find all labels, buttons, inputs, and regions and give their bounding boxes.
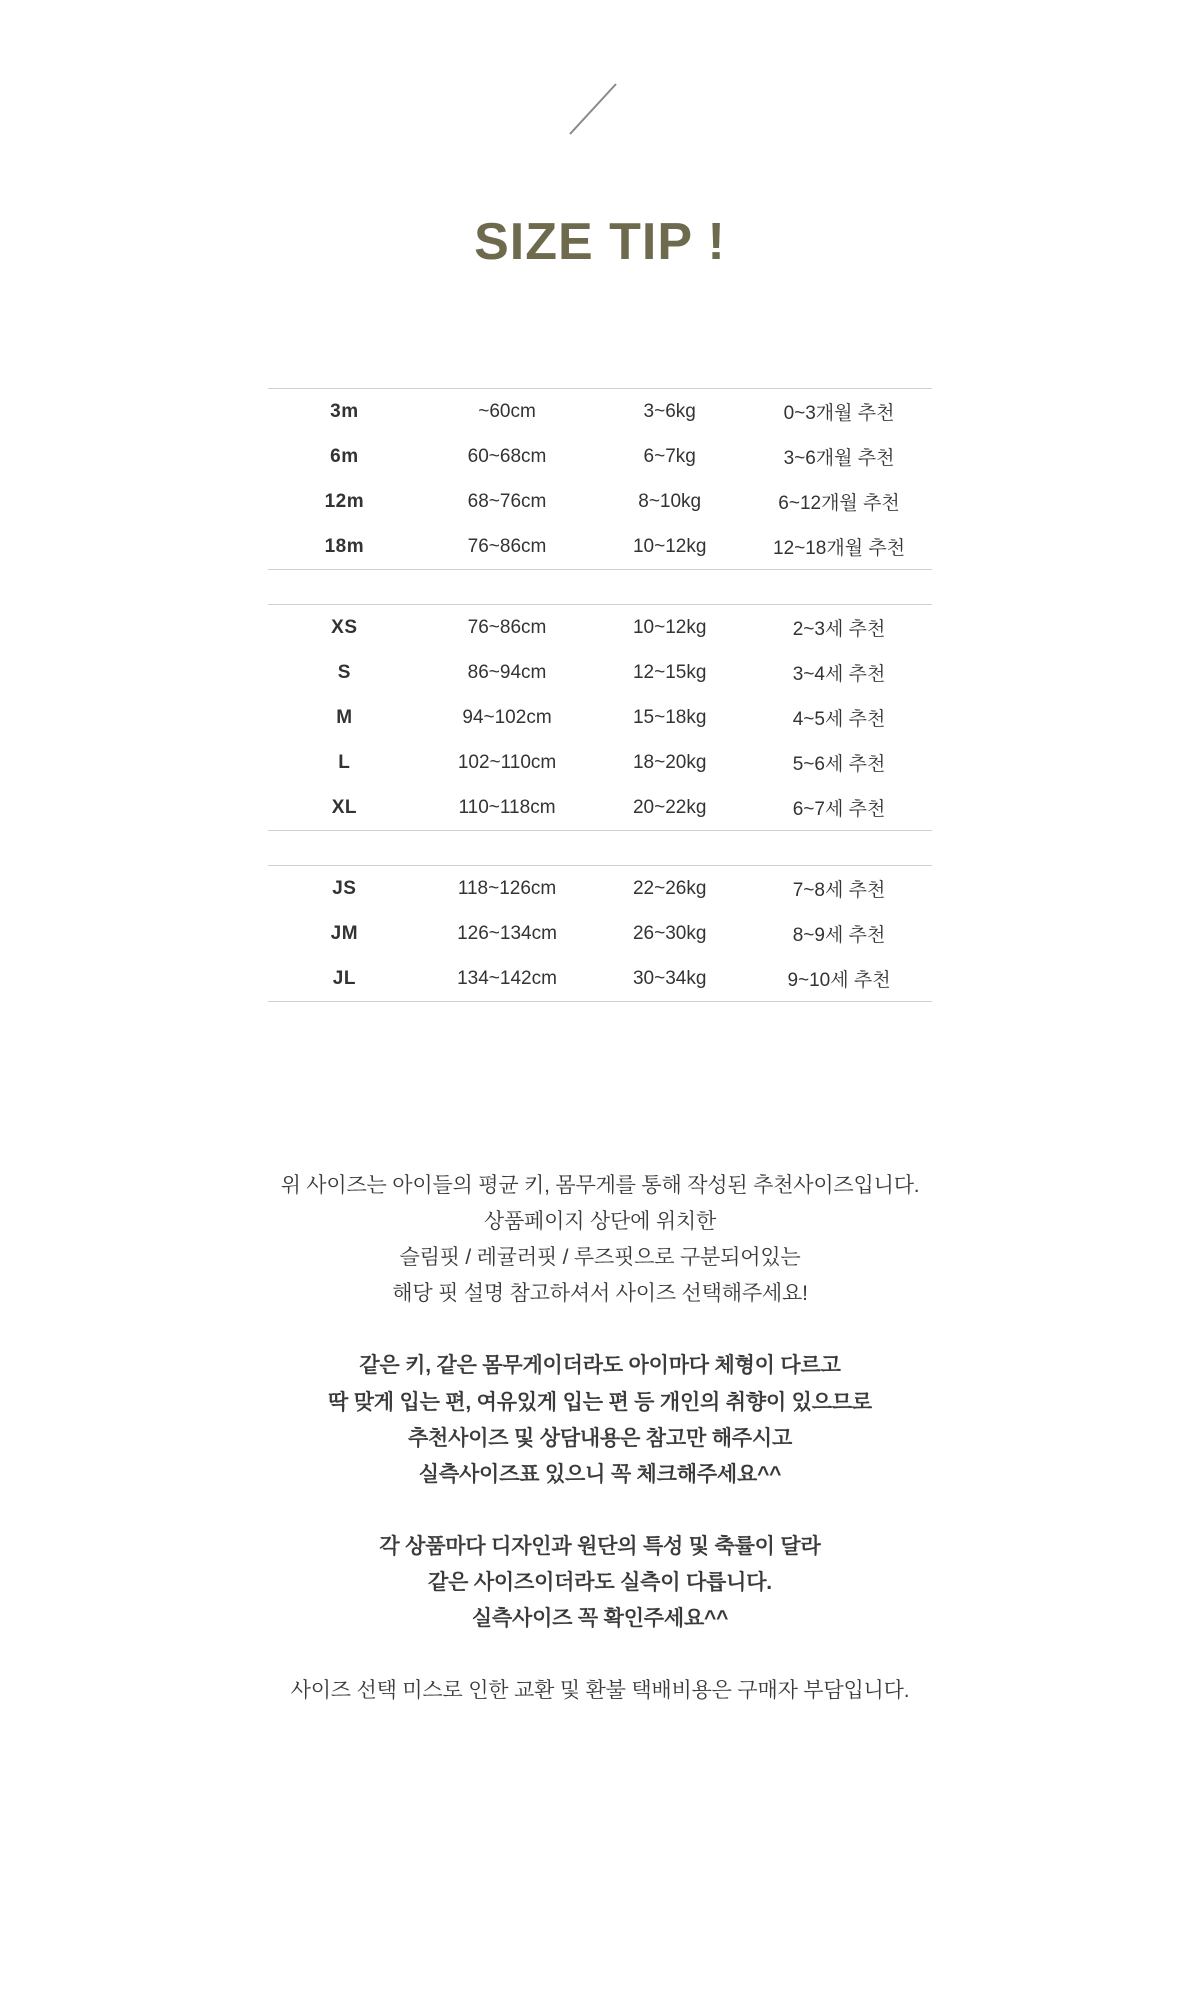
cell-age: 6~7세 추천 bbox=[746, 785, 932, 831]
note-line: 딱 맞게 입는 편, 여유있게 입는 편 등 개인의 취향이 있으므로 bbox=[327, 1390, 873, 1414]
table-row bbox=[268, 605, 932, 651]
cell-size: S bbox=[337, 661, 351, 683]
note-block-1 bbox=[0, 1168, 1200, 1312]
note-line: 추천사이즈 및 상담내용은 참고만 해주시고 bbox=[407, 1426, 793, 1450]
cell-size: 18m bbox=[268, 524, 421, 570]
cell-size: JL bbox=[268, 956, 421, 1002]
table-row bbox=[268, 785, 932, 831]
note-line: 슬림핏 / 레귤러핏 / 루즈핏으로 구분되어있는 bbox=[399, 1246, 801, 1270]
cell-age: 5~6세 추천 bbox=[792, 754, 886, 775]
page-title: SIZE TIP ! bbox=[474, 213, 726, 271]
table-row bbox=[268, 956, 932, 1002]
decorative-slash-icon bbox=[566, 80, 620, 138]
notes-section bbox=[0, 1168, 1200, 1709]
size-table-wrapper bbox=[268, 388, 932, 1002]
cell-age: 9~10세 추천 bbox=[746, 956, 932, 1002]
table-group-gap bbox=[268, 570, 932, 605]
cell-height: 134~142cm bbox=[421, 956, 594, 1002]
cell-height: 76~86cm bbox=[421, 605, 594, 651]
cell-size: JM bbox=[330, 922, 359, 944]
cell-height: 94~102cm bbox=[462, 706, 552, 728]
table-row bbox=[268, 650, 932, 695]
note-line: 같은 사이즈이더라도 실측이 다릅니다. bbox=[428, 1570, 772, 1594]
cell-height: 102~110cm bbox=[457, 751, 557, 773]
cell-size: 12m bbox=[324, 490, 365, 512]
table-row bbox=[268, 524, 932, 570]
cell-age: 4~5세 추천 bbox=[792, 709, 886, 730]
cell-age: 0~3개월 추천 bbox=[746, 389, 932, 435]
cell-height: 60~68cm bbox=[467, 445, 547, 467]
cell-height: ~60cm bbox=[421, 389, 594, 435]
cell-weight: 3~6kg bbox=[593, 389, 746, 435]
note-line: 각 상품마다 디자인과 원단의 특성 및 축률이 달라 bbox=[379, 1534, 821, 1558]
cell-size: XS bbox=[268, 605, 421, 651]
cell-height: 86~94cm bbox=[467, 661, 547, 683]
table-row bbox=[268, 434, 932, 479]
note-block-4 bbox=[0, 1673, 1200, 1709]
table-row bbox=[268, 389, 932, 435]
cell-age: 6~12개월 추천 bbox=[778, 493, 900, 514]
note-line: 같은 키, 같은 몸무게이더라도 아이마다 체형이 다르고 bbox=[359, 1354, 841, 1378]
note-line: 실측사이즈표 있으니 꼭 체크해주세요^^ bbox=[418, 1462, 782, 1486]
cell-weight: 20~22kg bbox=[593, 785, 746, 831]
note-block-2 bbox=[0, 1348, 1200, 1492]
cell-weight: 8~10kg bbox=[638, 490, 702, 512]
cell-size: M bbox=[336, 706, 353, 728]
table-row bbox=[268, 866, 932, 912]
cell-age: 7~8세 추천 bbox=[746, 866, 932, 912]
table-row bbox=[268, 479, 932, 524]
cell-size: XL bbox=[268, 785, 421, 831]
cell-age: 3~4세 추천 bbox=[792, 664, 886, 685]
size-table bbox=[268, 388, 932, 1002]
cell-age: 2~3세 추천 bbox=[746, 605, 932, 651]
cell-weight: 22~26kg bbox=[593, 866, 746, 912]
cell-weight: 15~18kg bbox=[632, 706, 707, 728]
cell-size: L bbox=[338, 751, 351, 773]
cell-size: 3m bbox=[268, 389, 421, 435]
note-line: 해당 핏 설명 참고하셔서 사이즈 선택해주세요! bbox=[392, 1282, 808, 1306]
cell-height: 110~118cm bbox=[421, 785, 594, 831]
table-row bbox=[268, 911, 932, 956]
cell-height: 126~134cm bbox=[457, 922, 557, 944]
note-line: 사이즈 선택 미스로 인한 교환 및 환불 택배비용은 구매자 부담입니다. bbox=[290, 1679, 910, 1703]
cell-height: 118~126cm bbox=[421, 866, 594, 912]
table-row bbox=[268, 695, 932, 740]
cell-size: JS bbox=[268, 866, 421, 912]
cell-weight: 10~12kg bbox=[593, 524, 746, 570]
cell-age: 12~18개월 추천 bbox=[746, 524, 932, 570]
note-block-3 bbox=[0, 1529, 1200, 1637]
cell-height: 76~86cm bbox=[421, 524, 594, 570]
note-line: 위 사이즈는 아이들의 평균 키, 몸무게를 통해 작성된 추천사이즈입니다. bbox=[280, 1174, 920, 1197]
cell-size: 6m bbox=[330, 445, 359, 467]
cell-weight: 26~30kg bbox=[632, 922, 707, 944]
cell-weight: 10~12kg bbox=[593, 605, 746, 651]
cell-weight: 30~34kg bbox=[593, 956, 746, 1002]
cell-age: 3~6개월 추천 bbox=[783, 448, 895, 469]
cell-weight: 6~7kg bbox=[643, 445, 696, 467]
cell-height: 68~76cm bbox=[467, 490, 547, 512]
note-line: 상품페이지 상단에 위치한 bbox=[483, 1210, 717, 1234]
table-group-gap bbox=[268, 831, 932, 866]
cell-weight: 18~20kg bbox=[632, 751, 707, 773]
table-row bbox=[268, 740, 932, 785]
cell-weight: 12~15kg bbox=[632, 661, 707, 683]
note-line: 실측사이즈 꼭 확인주세요^^ bbox=[471, 1607, 729, 1631]
cell-age: 8~9세 추천 bbox=[792, 925, 886, 946]
